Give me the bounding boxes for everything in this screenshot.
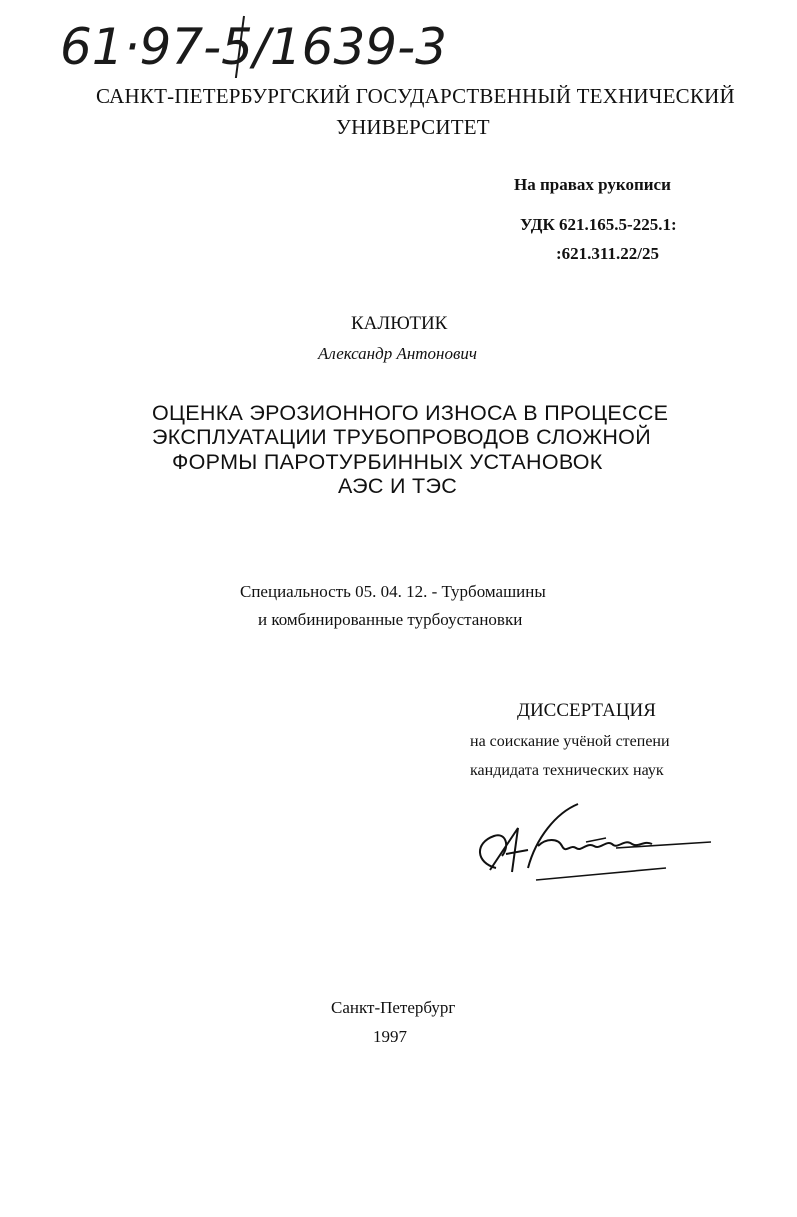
dissertation-title-line1: ОЦЕНКА ЭРОЗИОННОГО ИЗНОСА В ПРОЦЕССЕ	[152, 401, 669, 425]
handwritten-number-text: 61·97-5/1639-3	[60, 18, 447, 76]
specialty-line2: и комбинированные турбоустановки	[258, 610, 523, 629]
publication-city: Санкт-Петербург	[331, 998, 456, 1017]
specialty-line1: Специальность 05. 04. 12. - Турбомашины	[240, 582, 546, 601]
university-name-line1: САНКТ-ПЕТЕРБУРГСКИЙ ГОСУДАРСТВЕННЫЙ ТЕХНИЧЕСКИЙ	[96, 84, 735, 108]
degree-line1: на соискание учёной степени	[470, 733, 670, 750]
author-surname: КАЛЮТИК	[351, 313, 448, 334]
author-signature	[466, 798, 716, 888]
manuscript-rights: На правах рукописи	[514, 175, 671, 194]
author-name: Александр Антонович	[318, 344, 477, 363]
degree-line2: кандидата технических наук	[470, 762, 664, 779]
handwritten-catalog-number	[58, 8, 458, 78]
dissertation-title-line4: АЭС И ТЭС	[338, 474, 458, 498]
dissertation-title-line3: ФОРМЫ ПАРОТУРБИННЫХ УСТАНОВОК	[172, 450, 603, 474]
university-name-line2: УНИВЕРСИТЕТ	[336, 115, 490, 139]
udk-code-line2: :621.311.22/25	[556, 244, 659, 263]
dissertation-heading: ДИССЕРТАЦИЯ	[517, 700, 656, 721]
udk-code-line1: УДК 621.165.5-225.1:	[520, 215, 677, 234]
publication-year: 1997	[373, 1027, 407, 1046]
dissertation-title-line2: ЭКСПЛУАТАЦИИ ТРУБОПРОВОДОВ СЛОЖНОЙ	[152, 425, 651, 449]
